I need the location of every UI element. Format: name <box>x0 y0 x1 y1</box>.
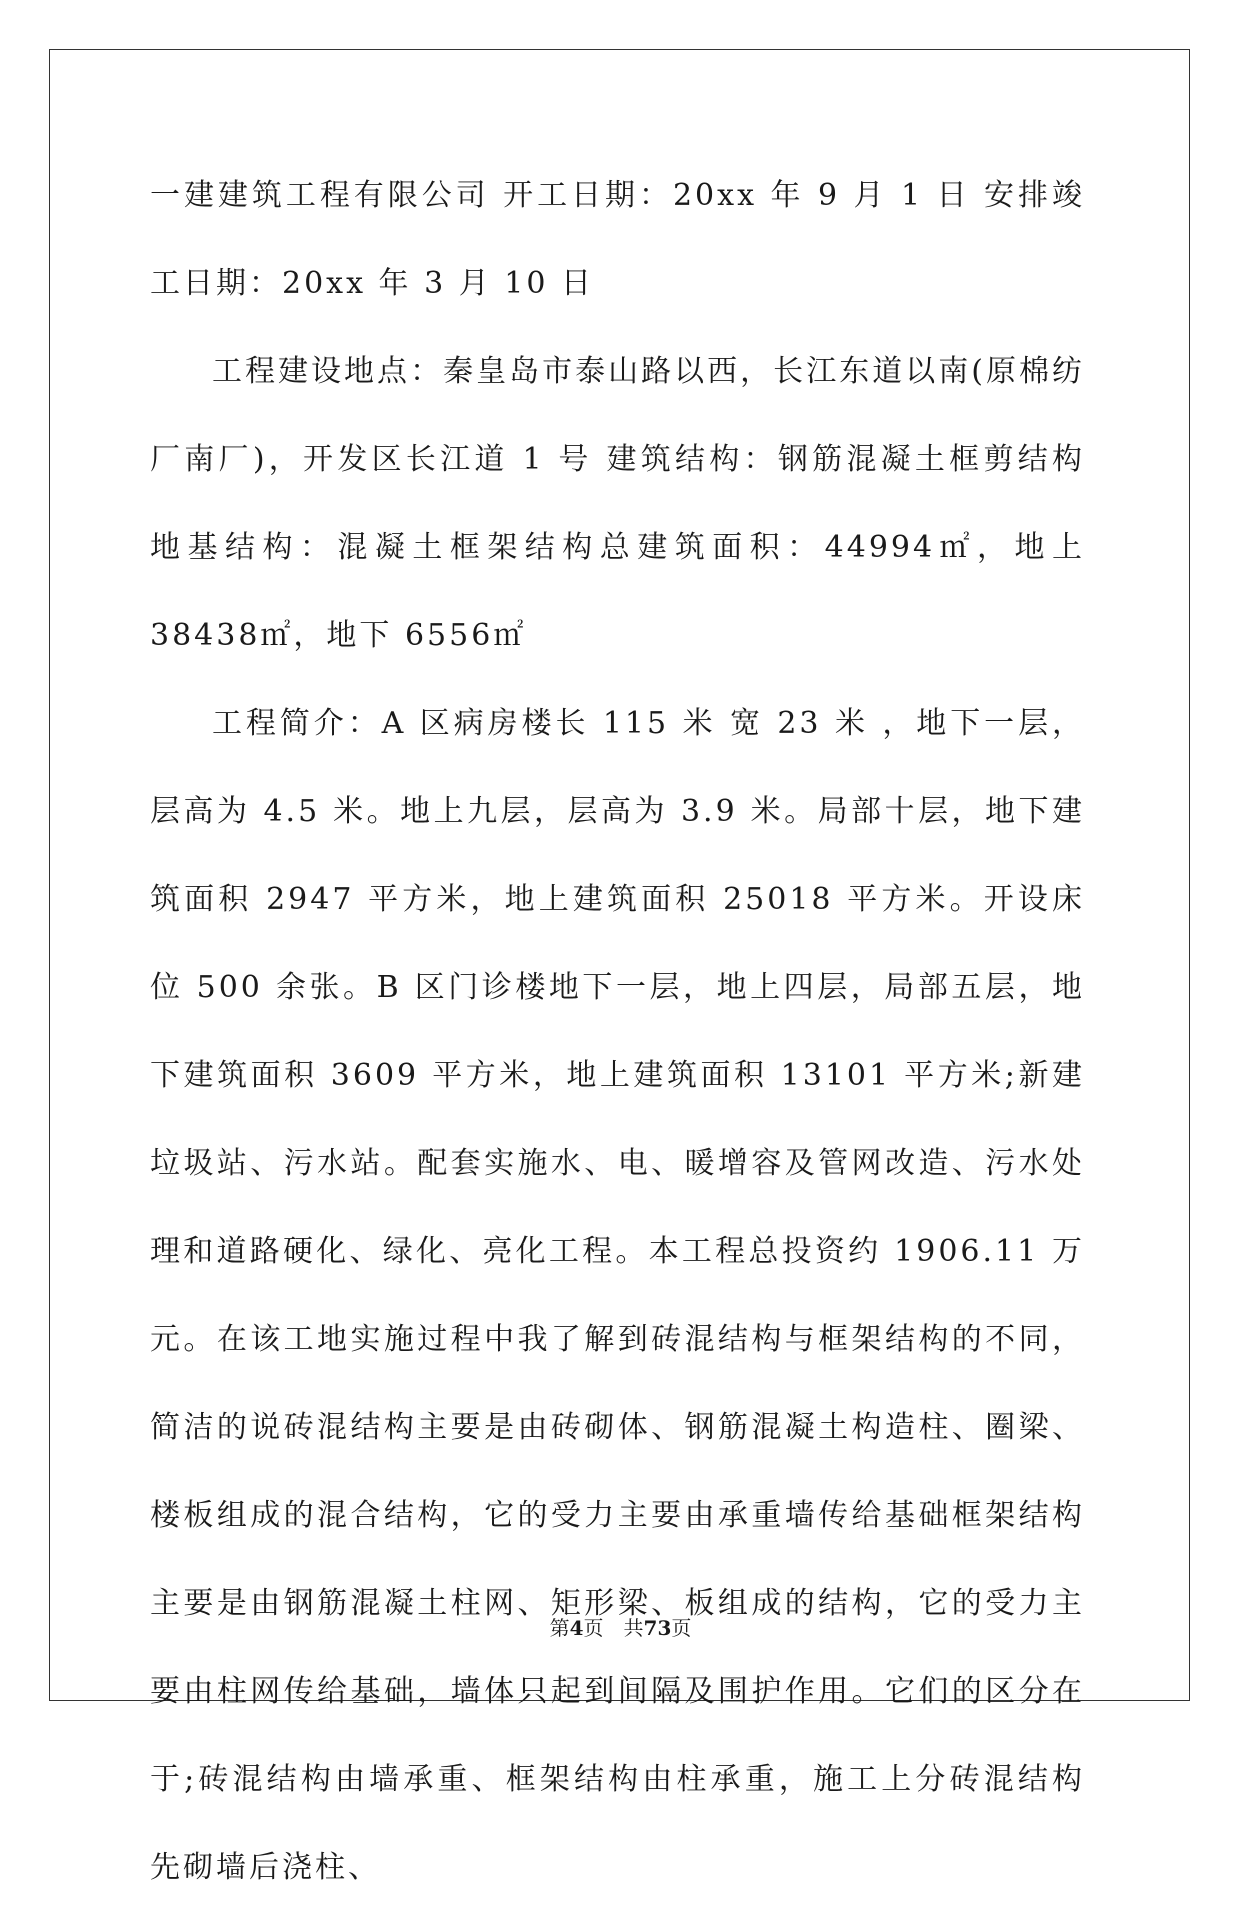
document-body <box>150 152 1085 1912</box>
paragraph-project-dates: 一建建筑工程有限公司 开工日期：20xx 年 9 月 1 日 安排竣工日期：20xx 年 3 月 10 日 <box>150 178 1085 301</box>
paragraph-project-overview: 工程简介：A 区病房楼长 115 米 宽 23 米 ，地下一层，层高为 4.5 米。地上九层，层高为 3.9 米。局部十层，地下建筑面积 2947 平方米，地上建筑面积 25018 平方米。开设床位 500 余张。B 区门诊楼地下一层，地上四层，局部五层，地下建筑面积 3609 平方米，地上建筑面积 13101 平方米;新建垃圾站、污水站。配套实施水、电、暖增容及管网改造、污水处理和道路硬化、绿化、亮化工程。本工程总投资约 1906.11 万元。在该工地实施过程中我了解到砖混结构与框架结构的不同，简洁的说砖混结构主要是由砖砌体、钢筋混凝土构造柱、圈梁、楼板组成的混合结构，它的受力主要由承重墙传给基础框架结构主要是由钢筋混凝土柱网、矩形梁、板组成的结构，它的受力主要由柱网传给基础，墙体只起到间隔及围护作用。它们的区分在于;砖混结构由墙承重、框架结构由柱承重，施工上分砖混结构先砌墙后浇柱、 <box>150 706 1085 1885</box>
footer-suffix: 页 <box>671 1616 692 1640</box>
current-page-number: 4 <box>569 1616 584 1640</box>
footer-prefix: 第 <box>549 1616 570 1640</box>
page-footer <box>0 1616 1241 1640</box>
paragraph-project-location: 工程建设地点：秦皇岛市泰山路以西，长江东道以南(原棉纺厂南厂)，开发区长江道 1 号 建筑结构：钢筋混凝土框剪结构 地基结构：混凝土框架结构总建筑面积：44994㎡，地上 38438㎡，地下 6556㎡ <box>150 354 1085 653</box>
footer-middle: 页 共 <box>583 1616 644 1640</box>
total-page-count: 73 <box>643 1616 672 1640</box>
